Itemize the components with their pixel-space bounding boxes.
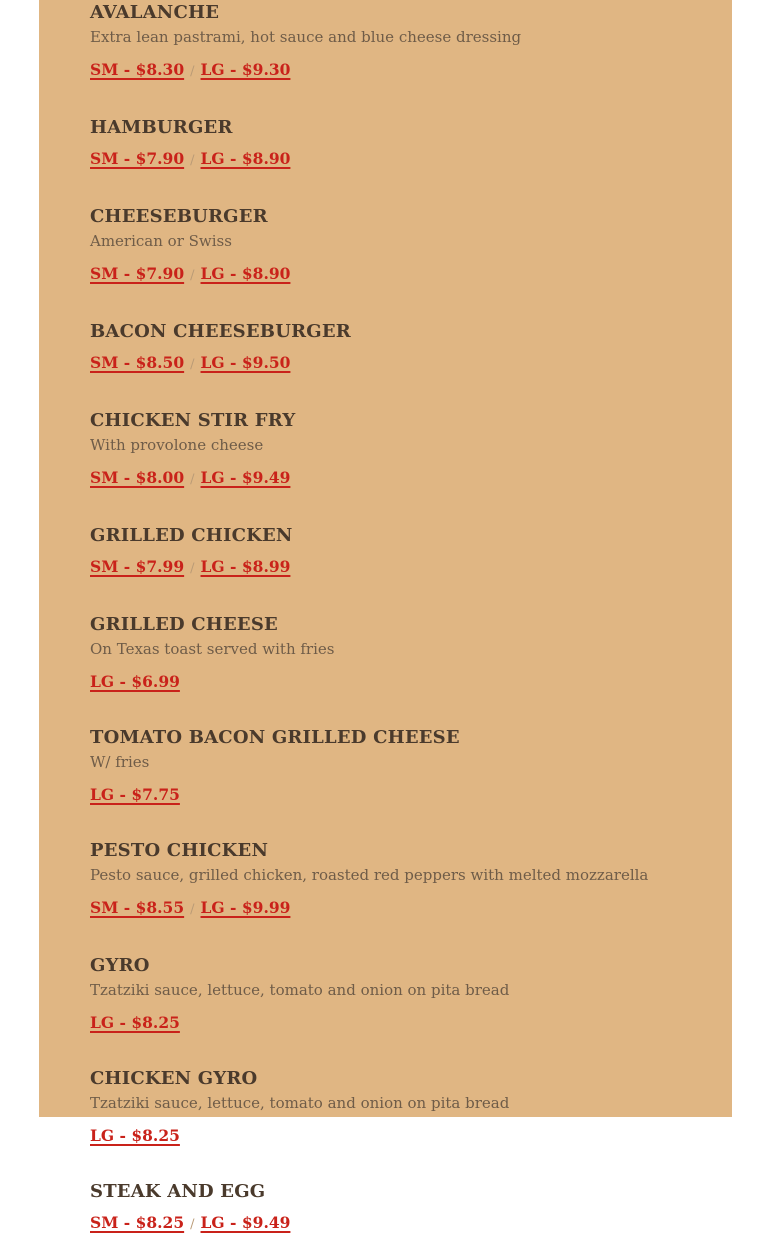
price-separator: / xyxy=(190,268,195,283)
price-link-small[interactable]: SM - $8.25 xyxy=(90,1213,185,1232)
price-row xyxy=(90,351,710,377)
menu-item-name: CHEESEBURGER xyxy=(90,206,268,227)
menu-list xyxy=(90,0,710,1237)
price-link-large[interactable]: LG - $9.49 xyxy=(200,468,291,487)
price-link-large[interactable]: LG - $9.50 xyxy=(200,353,291,372)
price-link-small[interactable]: SM - $7.90 xyxy=(90,264,185,283)
price-row xyxy=(90,1124,710,1148)
price-link-large[interactable]: LG - $8.25 xyxy=(90,1126,180,1145)
menu-item-name: STEAK AND EGG xyxy=(90,1181,266,1202)
item-spacer xyxy=(90,288,710,319)
price-row xyxy=(90,147,710,173)
price-row xyxy=(90,783,710,807)
menu-item-name: PESTO CHICKEN xyxy=(90,840,269,861)
price-separator: / xyxy=(190,902,195,917)
price-separator: / xyxy=(190,153,195,168)
price-link-small[interactable]: SM - $8.55 xyxy=(90,898,185,917)
menu-item-name: GYRO xyxy=(90,955,150,976)
price-link-large[interactable]: LG - $9.49 xyxy=(200,1213,291,1232)
menu-item xyxy=(90,205,710,288)
menu-item-name: CHICKEN GYRO xyxy=(90,1068,258,1089)
menu-item xyxy=(90,839,710,922)
price-link-small[interactable]: SM - $7.99 xyxy=(90,557,185,576)
price-separator: / xyxy=(190,1217,195,1232)
price-row xyxy=(90,555,710,581)
menu-item xyxy=(90,954,710,1035)
menu-item xyxy=(90,116,710,173)
menu-item xyxy=(90,613,710,694)
price-separator: / xyxy=(190,472,195,487)
menu-item xyxy=(90,320,710,377)
menu-item-name: HAMBURGER xyxy=(90,117,233,138)
price-separator: / xyxy=(190,357,195,372)
item-spacer xyxy=(90,694,710,725)
price-link-small[interactable]: SM - $8.50 xyxy=(90,353,185,372)
item-spacer xyxy=(90,173,710,204)
menu-item xyxy=(90,726,710,807)
menu-item-name: TOMATO BACON GRILLED CHEESE xyxy=(90,727,460,748)
price-separator: / xyxy=(190,64,195,79)
price-link-large[interactable]: LG - $9.99 xyxy=(200,898,291,917)
price-link-large[interactable]: LG - $8.90 xyxy=(200,264,291,283)
price-row xyxy=(90,670,710,694)
price-link-large[interactable]: LG - $9.30 xyxy=(200,60,291,79)
item-spacer xyxy=(90,807,710,838)
menu-item-name: BACON CHEESEBURGER xyxy=(90,321,351,342)
price-row xyxy=(90,262,710,288)
price-row xyxy=(90,58,710,84)
menu-item-name: GRILLED CHEESE xyxy=(90,614,278,635)
menu-item-description: On Texas toast served with fries xyxy=(90,640,335,658)
price-link-large[interactable]: LG - $7.75 xyxy=(90,785,180,804)
menu-item-name: AVALANCHE xyxy=(90,2,220,23)
menu-item-description: W/ fries xyxy=(90,753,150,771)
item-spacer xyxy=(90,377,710,408)
price-link-large[interactable]: LG - $8.99 xyxy=(200,557,291,576)
price-link-small[interactable]: SM - $8.00 xyxy=(90,468,185,487)
price-link-small[interactable]: SM - $7.90 xyxy=(90,149,185,168)
item-spacer xyxy=(90,581,710,612)
item-spacer xyxy=(90,84,710,115)
menu-item-description: With provolone cheese xyxy=(90,436,264,454)
menu-item-name: CHICKEN STIR FRY xyxy=(90,410,296,431)
price-row xyxy=(90,1011,710,1035)
menu-item xyxy=(90,409,710,492)
menu-item-description: Pesto sauce, grilled chicken, roasted red peppers with melted mozzarella xyxy=(90,866,649,884)
price-row xyxy=(90,896,710,922)
item-spacer xyxy=(90,492,710,523)
price-row xyxy=(90,1211,710,1237)
menu-item xyxy=(90,524,710,581)
menu-item-description: Tzatziki sauce, lettuce, tomato and onion on pita bread xyxy=(90,1094,510,1112)
menu-item xyxy=(90,1067,710,1148)
item-spacer xyxy=(90,1035,710,1066)
menu-item-description: American or Swiss xyxy=(90,232,232,250)
price-link-large[interactable]: LG - $6.99 xyxy=(90,672,180,691)
price-link-small[interactable]: SM - $8.30 xyxy=(90,60,185,79)
item-spacer xyxy=(90,1148,710,1179)
menu-item-description: Extra lean pastrami, hot sauce and blue cheese dressing xyxy=(90,28,522,46)
price-separator: / xyxy=(190,561,195,576)
menu-item xyxy=(90,1,710,84)
item-spacer xyxy=(90,922,710,953)
price-row xyxy=(90,466,710,492)
menu-item xyxy=(90,1180,710,1237)
menu-item-name: GRILLED CHICKEN xyxy=(90,525,293,546)
price-link-large[interactable]: LG - $8.90 xyxy=(200,149,291,168)
price-link-large[interactable]: LG - $8.25 xyxy=(90,1013,180,1032)
menu-item-description: Tzatziki sauce, lettuce, tomato and onion on pita bread xyxy=(90,981,510,999)
